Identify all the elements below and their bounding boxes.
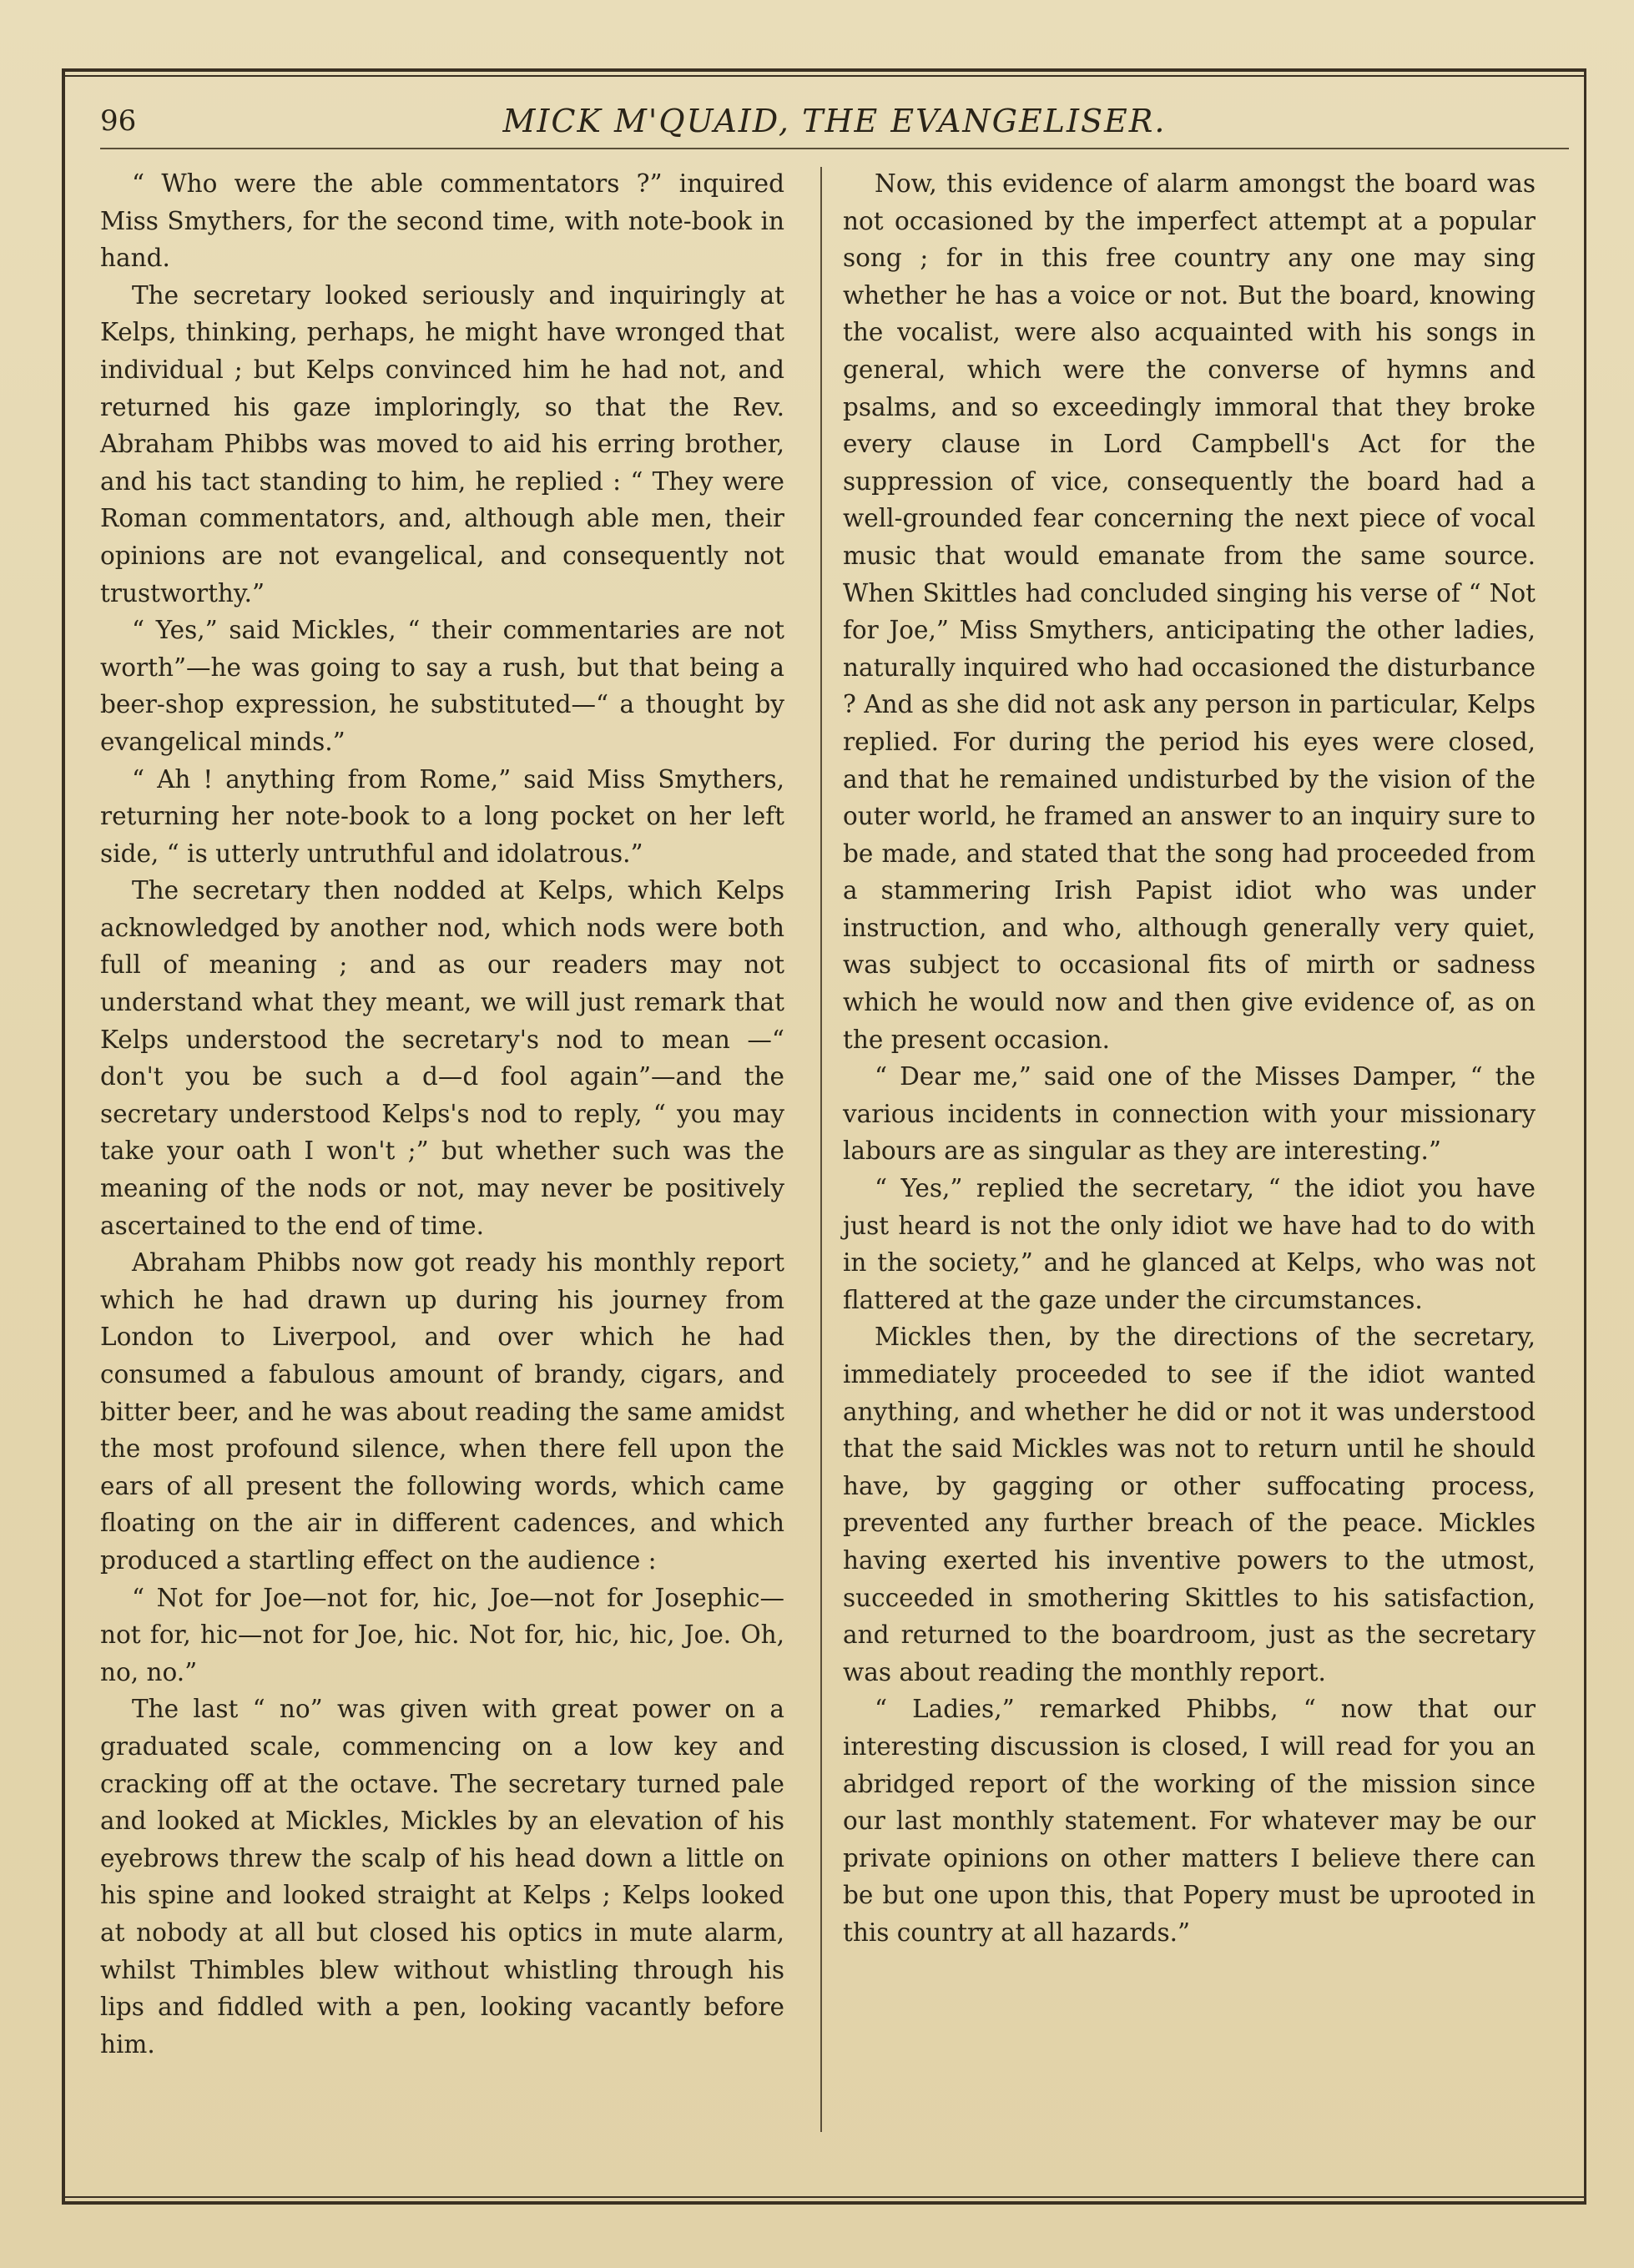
paragraph: “ Not for Joe—not for, hic, Joe—not for Josephic—not for, hic—not for Joe, hic. Not for, hic, hic, Joe. Oh, no, no.” <box>100 1583 784 1686</box>
paragraph: The secretary then nodded at Kelps, which Kelps acknowledged by another nod, which nods were both full of meaning ; and as our readers may not understand what they meant, we will just remark that Kelps understood the secretary's nod to mean —“ don't you be such a d—d fool again”—and the secretary understood Kelps's nod to reply, “ you may take your oath I won't ;” but whether such was the meaning of the nods or not, may never be positively ascertained to the end of time. <box>100 876 784 1240</box>
paragraph: The secretary looked seriously and inquiringly at Kelps, thinking, perhaps, he might have wronged that individual ; but Kelps convinced him he had not, and returned his gaze imploringly, so that the Rev. Abraham Phibbs was moved to aid his erring brother, and his tact standing to him, he replied : “ They were Roman commentators, and, although able men, their opinions are not evangelical, and consequently not trustworthy.” <box>100 280 784 607</box>
top-border-rule <box>65 68 1586 72</box>
page-number: 96 <box>100 104 137 138</box>
column-divider <box>820 167 822 2132</box>
paragraph: “ Ah ! anything from Rome,” said Miss Smythers, returning her note-book to a long pocket on her left side, “ is utterly untruthful and idolatrous.” <box>100 764 784 868</box>
page-header <box>100 96 1569 146</box>
paragraph: The last “ no” was given with great power on a graduated scale, commencing on a low key and cracking off at the octave. The secretary turned pale and looked at Mickles, Mickles by an elevation of his eyebrows threw the scalp of his head down a little on his spine and looked straight at Kelps ; Kelps looked at nobody at all but closed his optics in mute alarm, whilst Thimbles blew without whistling through his lips and fiddled with a pen, looking vacantly before him. <box>100 1695 784 2059</box>
paragraph: Abraham Phibbs now got ready his monthly report which he had drawn up during his journey from London to Liverpool, and over which he had consumed a fabulous amount of brandy, cigars, and bitter beer, and he was about reading the same amidst the most profound silence, when there fell upon the ears of all present the following words, which came floating on the air in different cadences, and which produced a startling effect on the audience : <box>100 1248 784 1575</box>
bottom-border-rule <box>65 2201 1586 2205</box>
top-border-rule-thin <box>65 75 1586 77</box>
paragraph: “ Ladies,” remarked Phibbs, “ now that our interesting discussion is closed, I will read for you an abridged report of the working of the mission since our last monthly statement. For whatever may be our private opinions on other matters I believe there can be but one upon this, that Popery must be uprooted in this country at all hazards.” <box>843 1695 1536 1947</box>
right-border-rule <box>1584 68 1586 2205</box>
paragraph: Now, this evidence of alarm amongst the board was not occasioned by the imperfect attempt at a popular song ; for in this free country any one may sing whether he has a voice or not. But the board, knowing the vocalist, were also acquainted with his songs in general, which were the converse of hymns and psalms, and so exceedingly immoral that they broke every clause in Lord Campbell's Act for the suppression of vice, consequently the board had a well-grounded fear concerning the next piece of vocal music that would emanate from the same source. When Skittles had concluded singing his verse of “ Not for Joe,” Miss Smythers, anticipating the other ladies, naturally inquired who had occasioned the disturbance ? And as she did not ask any person in particular, Kelps replied. For during the period his eyes were closed, and that he remained undisturbed by the vision of the outer world, he framed an answer to an inquiry sure to be made, and stated that the song had proceeded from a stammering Irish Papist idiot who was under instruction, and who, although generally very quiet, was subject to occasional fits of mirth or sadness which he would now and then give evidence of, as on the present occasion. <box>843 169 1536 1054</box>
left-border-rule <box>62 68 65 2205</box>
right-column <box>843 165 1536 1952</box>
paragraph: Mickles then, by the directions of the secretary, immediately proceeded to see if the idiot wanted anything, and whether he did or not it was understood that the said Mickles was not to return until he should have, by gagging or other suffocating process, prevented any further breach of the peace. Mickles having exerted his inventive powers to the utmost, succeeded in smothering Skittles to his satisfaction, and returned to the boardroom, just as the secretary was about reading the monthly report. <box>843 1323 1536 1686</box>
bottom-border-rule-thin <box>65 2196 1586 2198</box>
left-column <box>100 165 784 2063</box>
header-rule <box>100 148 1569 149</box>
paragraph: “ Who were the able commentators ?” inquired Miss Smythers, for the second time, with note-book in hand. <box>100 169 784 273</box>
paragraph: “ Dear me,” said one of the Misses Damper, “ the various incidents in connection with your missionary labours are as singular as they are interesting.” <box>843 1062 1536 1166</box>
running-title: MICK M'QUAID, THE EVANGELISER. <box>502 103 1167 139</box>
paragraph: “ Yes,” said Mickles, “ their commentaries are not worth”—he was going to say a rush, but that being a beer-shop expression, he substituted—“ a thought by evangelical minds.” <box>100 616 784 756</box>
paragraph: “ Yes,” replied the secretary, “ the idiot you have just heard is not the only idiot we have had to do with in the society,” and he glanced at Kelps, who was not flattered at the gaze under the circumstances. <box>843 1174 1536 1314</box>
